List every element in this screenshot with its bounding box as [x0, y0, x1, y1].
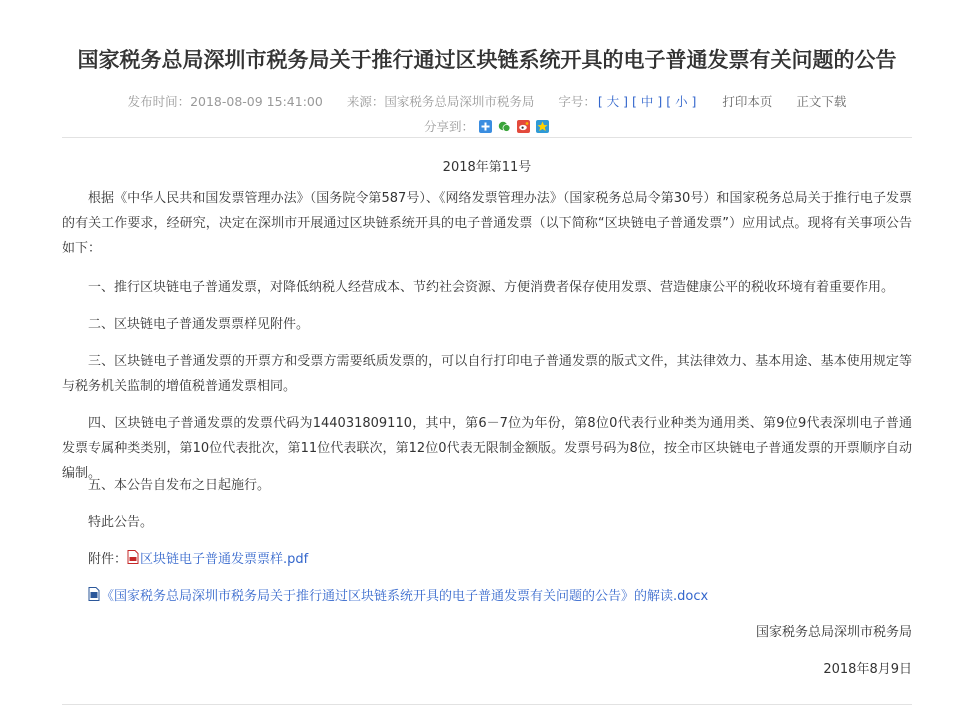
- paragraph-5: 五、本公告自发布之日起施行。: [88, 478, 271, 493]
- share-wechat-icon[interactable]: [498, 120, 511, 133]
- issue-date: 2018年8月9日: [823, 662, 912, 677]
- paragraph-4: 四、区块链电子普通发票的发票代码为144031809110，其中，第6－7位为年份，第8位0代表行业种类为通用类、第9位9代表深圳电子普通发票专属种类类别，第10位代表批次，第11位代表联次，第12位0代表无限制金额版。发票号码为8位，按全市区块链电子普通发票的开票顺序自动编制。: [62, 416, 912, 481]
- paragraph-1: 一、推行区块链电子普通发票，对降低纳税人经营成本、节约社会资源、方便消费者保存使用发票、营造健康公平的税收环境有着重要作用。: [88, 280, 895, 295]
- divider-top: [62, 137, 912, 138]
- paragraph-6: 特此公告。: [88, 515, 154, 530]
- divider-bottom: [62, 704, 912, 705]
- share-label: 分享到：: [424, 119, 475, 134]
- paragraph-intro: 根据《中华人民共和国发票管理办法》（国务院令第587号）、《网络发票管理办法》（国家税务总局令第30号）和国家税务总局关于推行电子发票的有关工作要求，经研究，决定在深圳市开展通过区块链系统开具的电子普通发票（以下简称“区块链电子普通发票”）应用试点。现将有关事项公告如下：: [62, 191, 912, 256]
- share-qzone-icon[interactable]: [536, 120, 549, 133]
- source: 来源：国家税务总局深圳市税务局: [346, 94, 535, 109]
- font-size-label: 字号：: [558, 94, 596, 109]
- download-button[interactable]: 正文下载: [796, 94, 847, 109]
- document-number: 2018年第11号: [442, 160, 532, 175]
- print-button[interactable]: 打印本页: [722, 94, 773, 109]
- docx-file-icon: [88, 585, 100, 610]
- share-weibo-icon[interactable]: [517, 120, 530, 133]
- share-plus-icon[interactable]: [479, 120, 492, 133]
- interpretation-docx-link[interactable]: 《国家税务总局深圳市税务局关于推行通过区块链系统开具的电子普通发票有关问题的公告》的解读.docx: [101, 589, 709, 604]
- paragraph-3: 三、区块链电子普通发票的开票方和受票方需要纸质发票的，可以自行打印电子普通发票的版式文件，其法律效力、基本用途、基本使用规定等与税务机关监制的增值税普通发票相同。: [62, 354, 912, 394]
- attachment-pdf-link[interactable]: 区块链电子普通发票票样.pdf: [140, 552, 309, 567]
- font-size-control: [558, 94, 702, 109]
- share-bar: [62, 117, 912, 135]
- font-size-large-button[interactable]: [ 大 ]: [597, 94, 629, 109]
- attachment-label: 附件：: [88, 552, 128, 567]
- page-title: 国家税务总局深圳市税务局关于推行通过区块链系统开具的电子普通发票有关问题的公告: [77, 48, 897, 72]
- signature: 国家税务总局深圳市税务局: [755, 625, 912, 640]
- paragraph-2: 二、区块链电子普通发票票样见附件。: [88, 317, 310, 332]
- attachment: [88, 547, 308, 573]
- font-size-medium-button[interactable]: [ 中 ]: [632, 94, 663, 109]
- pdf-file-icon: [127, 548, 139, 573]
- article: [62, 0, 912, 707]
- article-meta: [62, 92, 912, 110]
- interpretation: [88, 584, 708, 610]
- publish-time: 发布时间：2018-08-09 15:41:00: [127, 94, 323, 109]
- font-size-small-button[interactable]: [ 小 ]: [666, 94, 697, 109]
